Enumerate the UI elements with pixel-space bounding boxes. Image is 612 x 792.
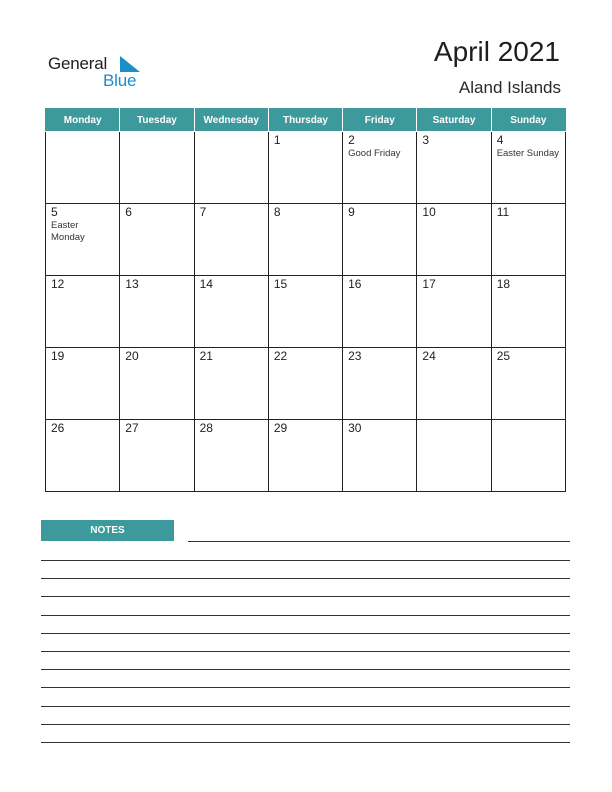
calendar-day-cell <box>268 132 342 204</box>
calendar-day-cell <box>491 276 565 348</box>
day-number: 8 <box>273 205 281 219</box>
calendar-day-cell <box>194 420 268 492</box>
calendar-subtitle: Aland Islands <box>458 78 561 97</box>
notes-line <box>41 669 570 670</box>
calendar-day-cell <box>194 276 268 348</box>
day-number: 2 <box>348 133 355 147</box>
day-number: 30 <box>348 421 362 435</box>
calendar-day-cell <box>343 348 417 420</box>
generalblue-logo <box>48 54 148 94</box>
calendar-day-cell <box>120 420 194 492</box>
calendar-day-cell <box>417 204 491 276</box>
day-number: 12 <box>51 277 65 291</box>
day-number: 17 <box>422 277 436 291</box>
calendar-day-cell <box>194 204 268 276</box>
holiday-label: Easter Sunday <box>496 148 560 159</box>
notes-label: NOTES <box>41 520 174 541</box>
calendar-day-cell <box>120 276 194 348</box>
day-number: 14 <box>199 277 213 291</box>
notes-line <box>41 615 570 616</box>
calendar-day-cell <box>268 420 342 492</box>
calendar-day-cell <box>343 420 417 492</box>
calendar-day-cell <box>268 348 342 420</box>
notes-line <box>41 596 570 597</box>
calendar-day-cell <box>194 132 268 204</box>
weekday-header: Saturday <box>417 109 491 132</box>
day-number: 10 <box>422 205 436 219</box>
weekday-header-row <box>46 109 566 132</box>
calendar-day-cell <box>417 348 491 420</box>
notes-line <box>41 633 570 634</box>
weekday-header: Sunday <box>491 109 565 132</box>
calendar-day-cell <box>417 420 491 492</box>
day-number: 20 <box>125 349 139 363</box>
calendar-grid <box>45 108 566 492</box>
calendar-day-cell <box>46 276 120 348</box>
weekday-header: Monday <box>46 109 120 132</box>
calendar-week-row <box>46 276 566 348</box>
day-number: 19 <box>51 349 65 363</box>
calendar-day-cell <box>491 348 565 420</box>
day-number: 13 <box>125 277 139 291</box>
calendar-week-row <box>46 420 566 492</box>
day-number: 1 <box>273 133 281 147</box>
logo-triangle-icon <box>120 56 142 72</box>
calendar-day-cell <box>120 204 194 276</box>
notes-line <box>41 742 570 743</box>
calendar-day-cell <box>417 276 491 348</box>
calendar-day-cell <box>343 276 417 348</box>
day-number: 6 <box>125 205 132 219</box>
calendar-day-cell <box>417 132 491 204</box>
notes-line <box>41 706 570 707</box>
day-number: 27 <box>125 421 139 435</box>
day-number: 3 <box>422 133 430 147</box>
weekday-header: Thursday <box>268 109 342 132</box>
calendar-day-cell <box>343 204 417 276</box>
calendar-week-row <box>46 204 566 276</box>
logo-word-blue: Blue <box>103 71 137 90</box>
calendar-day-cell <box>491 204 565 276</box>
notes-line <box>41 724 570 725</box>
holiday-label: Easter Monday <box>51 220 85 243</box>
calendar-day-cell <box>46 204 120 276</box>
calendar-day-cell <box>120 348 194 420</box>
day-number: 9 <box>348 205 355 219</box>
day-number: 11 <box>496 205 510 219</box>
calendar-week-row <box>46 132 566 204</box>
holiday-label: Good Friday <box>348 148 401 159</box>
day-number: 22 <box>273 349 288 363</box>
calendar-day-cell <box>46 420 120 492</box>
notes-line <box>41 560 570 561</box>
calendar-day-cell <box>268 204 342 276</box>
day-number: 16 <box>348 277 362 291</box>
notes-line <box>41 687 570 688</box>
weekday-header: Friday <box>343 109 417 132</box>
day-number: 7 <box>199 205 207 219</box>
day-number: 25 <box>496 349 511 363</box>
calendar-day-cell <box>120 132 194 204</box>
notes-line <box>41 578 570 579</box>
notes-line <box>188 541 570 542</box>
calendar-week-row <box>46 348 566 420</box>
day-number: 4 <box>496 133 504 147</box>
day-number: 18 <box>496 277 511 291</box>
calendar-day-cell <box>491 420 565 492</box>
day-number: 28 <box>199 421 213 435</box>
day-number: 15 <box>273 277 288 291</box>
day-number: 24 <box>422 349 436 363</box>
calendar-day-cell <box>194 348 268 420</box>
day-number: 29 <box>273 421 288 435</box>
calendar-day-cell <box>343 132 417 204</box>
calendar-day-cell <box>46 348 120 420</box>
calendar-day-cell <box>268 276 342 348</box>
calendar-day-cell <box>46 132 120 204</box>
weekday-header: Wednesday <box>194 109 268 132</box>
calendar-day-cell <box>491 132 565 204</box>
calendar-title: April 2021 <box>433 36 560 67</box>
logo-word-general: General <box>48 54 108 73</box>
weekday-header: Tuesday <box>120 109 194 132</box>
notes-line <box>41 651 570 652</box>
day-number: 26 <box>51 421 65 435</box>
day-number: 23 <box>348 349 362 363</box>
day-number: 21 <box>199 349 213 363</box>
day-number: 5 <box>51 205 58 219</box>
